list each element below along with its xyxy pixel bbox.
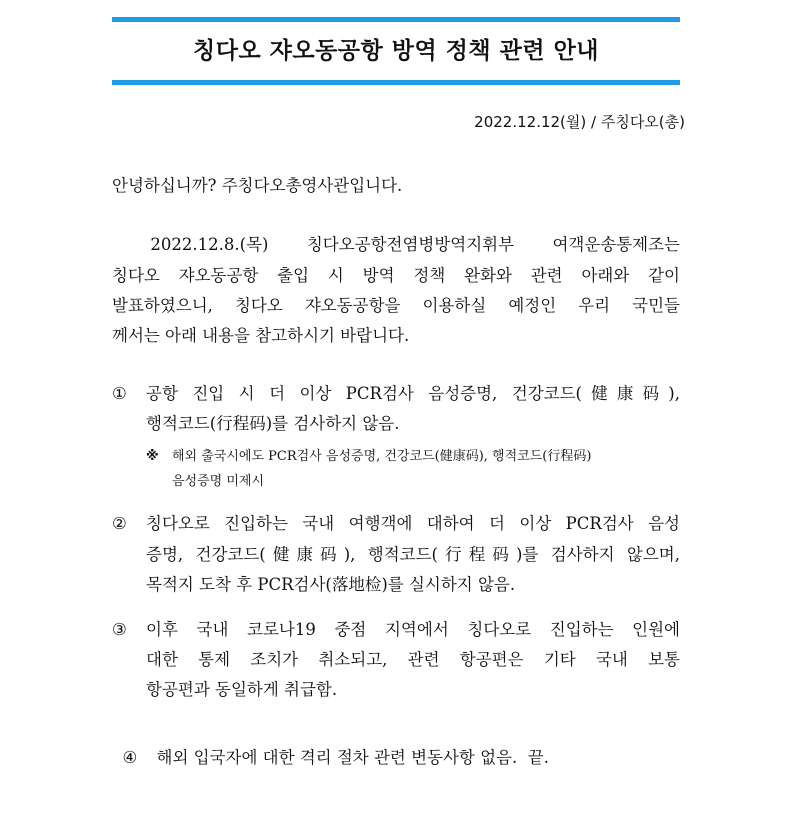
page-title: 칭다오 쟈오동공항 방역 정책 관련 안내 xyxy=(192,38,600,64)
intro-line-3: 발표하였으니, 칭다오 쟈오동공항을 이용하실 예정인 우리 국민들 xyxy=(112,296,680,315)
list-item-3-line-3: 항공편과 동일하게 취급함. xyxy=(146,680,338,699)
item-marker: ④ xyxy=(122,748,138,767)
list-item-3-line-2: 대한 통제 조치가 취소되고, 관련 항공편은 기타 국내 보통 xyxy=(146,650,680,669)
item-marker: ② xyxy=(112,514,127,533)
list-item-2-line-2: 증명, 건강코드(健康码), 행적코드(行程码)를 검사하지 않으며, xyxy=(146,545,680,564)
note-line-2: 음성증명 미제시 xyxy=(172,474,265,489)
list-item-3 xyxy=(112,618,680,642)
item-text: 이후 국내 코로나19 중점 지역에서 칭다오로 진입하는 인원에 xyxy=(146,620,680,639)
list-item-2 xyxy=(112,512,680,536)
note-mark-icon: ※ xyxy=(146,449,159,464)
item-marker: ① xyxy=(112,384,127,403)
item-text: 칭다오로 진입하는 국내 여행객에 대하여 더 이상 PCR검사 음성 xyxy=(146,514,680,533)
title-rule-top xyxy=(112,17,680,22)
dateline: 2022.12.12(월) / 주칭다오(총) xyxy=(474,113,685,131)
list-item-2-line-3: 목적지 도착 후 PCR검사(落地检)를 실시하지 않음. xyxy=(146,575,516,594)
note-text: 해외 출국시에도 PCR검사 음성증명, 건강코드(健康码), 행적코드(行程码) xyxy=(172,449,592,464)
note-line-1 xyxy=(146,445,680,469)
greeting: 안녕하십니까? 주칭다오총영사관입니다. xyxy=(112,176,403,195)
intro-line-2: 칭다오 쟈오동공항 출입 시 방역 정책 완화와 관련 아래와 같이 xyxy=(112,266,680,285)
intro-line-1: 2022.12.8.(목) 칭다오공항전염병방역지휘부 여객운송통제조는 xyxy=(112,235,680,254)
list-item-4 xyxy=(112,722,680,770)
item-text: 공항 진입 시 더 이상 PCR검사 음성증명, 건강코드(健康码), xyxy=(146,384,680,403)
item-marker: ③ xyxy=(112,620,127,639)
list-item-1-line-2: 행적코드(行程码)를 검사하지 않음. xyxy=(146,414,400,433)
item-text: 해외 입국자에 대한 격리 절차 관련 변동사항 없음. 끝. xyxy=(156,748,549,767)
title-rule-bottom xyxy=(112,80,680,85)
intro-line-4: 께서는 아래 내용을 참고하시기 바랍니다. xyxy=(112,326,410,345)
list-item-1 xyxy=(112,382,680,406)
